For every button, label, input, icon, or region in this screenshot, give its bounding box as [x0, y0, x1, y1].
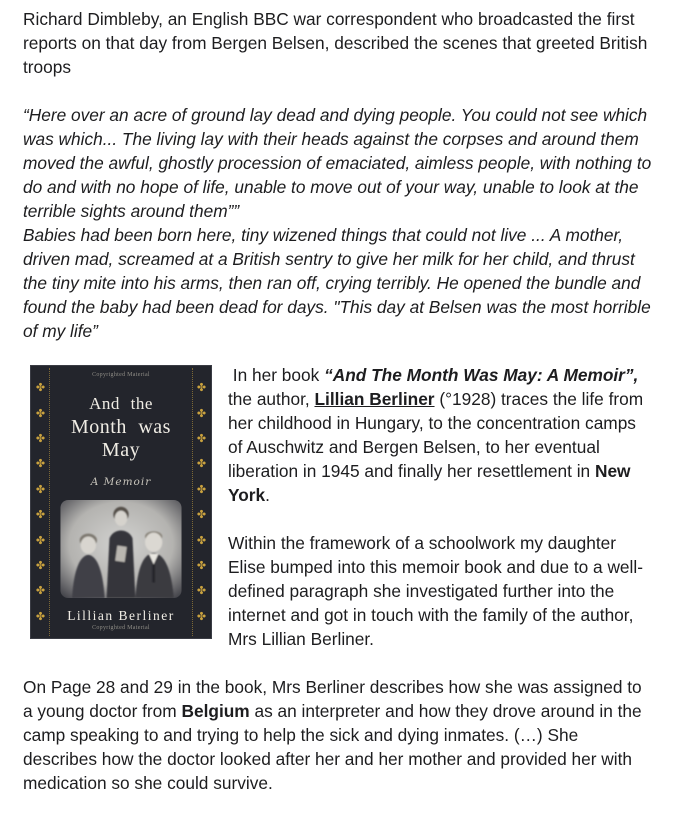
quote-paragraph [23, 103, 655, 223]
fleur-ornament-icon: ✤ [196, 609, 207, 623]
text-run: In her book [228, 365, 325, 385]
fleur-ornament-icon: ✤ [196, 508, 207, 522]
book-cover-content [50, 368, 192, 636]
book-cover-title-line2: Month was May [71, 416, 171, 461]
text-run: Within the framework of a schoolwork my daughter Elise bumped into this memoir book and due to a well-defined paragraph she investigated further into the internet and got in touch with the family of the author, Mrs Lillian Berliner. [228, 533, 643, 649]
copyright-notice-bottom: Copyrighted Material [92, 625, 150, 631]
text-run: . [265, 485, 270, 505]
cover-ornament-column-left [32, 368, 50, 636]
fleur-ornament-icon: ✤ [196, 406, 207, 420]
book-cover-title-line1: And the [89, 394, 153, 413]
fleur-ornament-icon: ✤ [196, 482, 207, 496]
family-photo [58, 500, 184, 598]
intro-paragraph [23, 7, 655, 79]
book-section [23, 363, 655, 651]
copyright-notice-top: Copyrighted Material [92, 372, 150, 378]
fleur-ornament-icon: ✤ [35, 406, 46, 420]
book-title-text: “And The Month Was May: A Memoir”, [324, 365, 639, 385]
fleur-ornament-icon: ✤ [196, 558, 207, 572]
fleur-ornament-icon: ✤ [196, 432, 207, 446]
fleur-ornament-icon: ✤ [35, 508, 46, 522]
fleur-ornament-icon: ✤ [35, 533, 46, 547]
text-run: On Page 28 and 29 in the book, Mrs Berliner describes how she was assigned to a young doctor from [23, 677, 642, 721]
fleur-ornament-icon: ✤ [196, 457, 207, 471]
fleur-ornament-icon: ✤ [35, 482, 46, 496]
fleur-ornament-icon: ✤ [196, 584, 207, 598]
text-run: Babies had been born here, tiny wizened things that could not live ... A mother, driven mad, screamed at a British sentry to give her milk for her child, and thrust the tiny mite into his arms, then ran off, crying terribly. He opened the bundle and found the baby had been dead for days. "This day at Belsen was the most horrible of my life” [23, 225, 651, 341]
text-run: (°1928) traces the life from her childhood in Hungary, to the concentration camps of Auschwitz and Bergen Belsen, to her eventual liberation in 1945 and finally her resettlement in [228, 389, 644, 481]
fleur-ornament-icon: ✤ [35, 432, 46, 446]
book-cover-image [30, 365, 212, 639]
belgium-bold: Belgium [181, 701, 250, 721]
cover-ornament-column-right [192, 368, 210, 636]
book-cover-subtitle: A Memoir [90, 476, 152, 488]
fleur-ornament-icon: ✤ [35, 584, 46, 598]
new-york-bold: New York [228, 461, 631, 505]
text-run: “Here over an acre of ground lay dead and dying people. You could not see which was which... The living lay with their heads against the corpses and around them moved the awful, ghostly procession of emaciated, aimless people, with nothing to do and with no hope of life, unable to move out of your way, unable to look at the terrible sights around them”” [23, 105, 652, 221]
babies-paragraph [23, 223, 655, 343]
fleur-ornament-icon: ✤ [35, 457, 46, 471]
fleur-ornament-icon: ✤ [35, 609, 46, 623]
author-link[interactable]: Lillian Berliner [314, 389, 435, 409]
fleur-ornament-icon: ✤ [35, 558, 46, 572]
fleur-ornament-icon: ✤ [35, 381, 46, 395]
closing-paragraph [23, 675, 655, 795]
text-run: as an interpreter and how they drove around in the camp speaking to and trying to help the sick and dying inmates. (…) She describes how the doctor looked after her and her mother and provided her with medication so she could survive. [23, 701, 642, 793]
fleur-ornament-icon: ✤ [196, 533, 207, 547]
fleur-ornament-icon: ✤ [196, 381, 207, 395]
text-run: Richard Dimbleby, an English BBC war correspondent who broadcasted the first reports on that day from Bergen Belsen, described the scenes that greeted British troops [23, 9, 648, 77]
book-cover-author: Lillian Berliner [67, 608, 175, 623]
text-run: the author, [228, 389, 315, 409]
